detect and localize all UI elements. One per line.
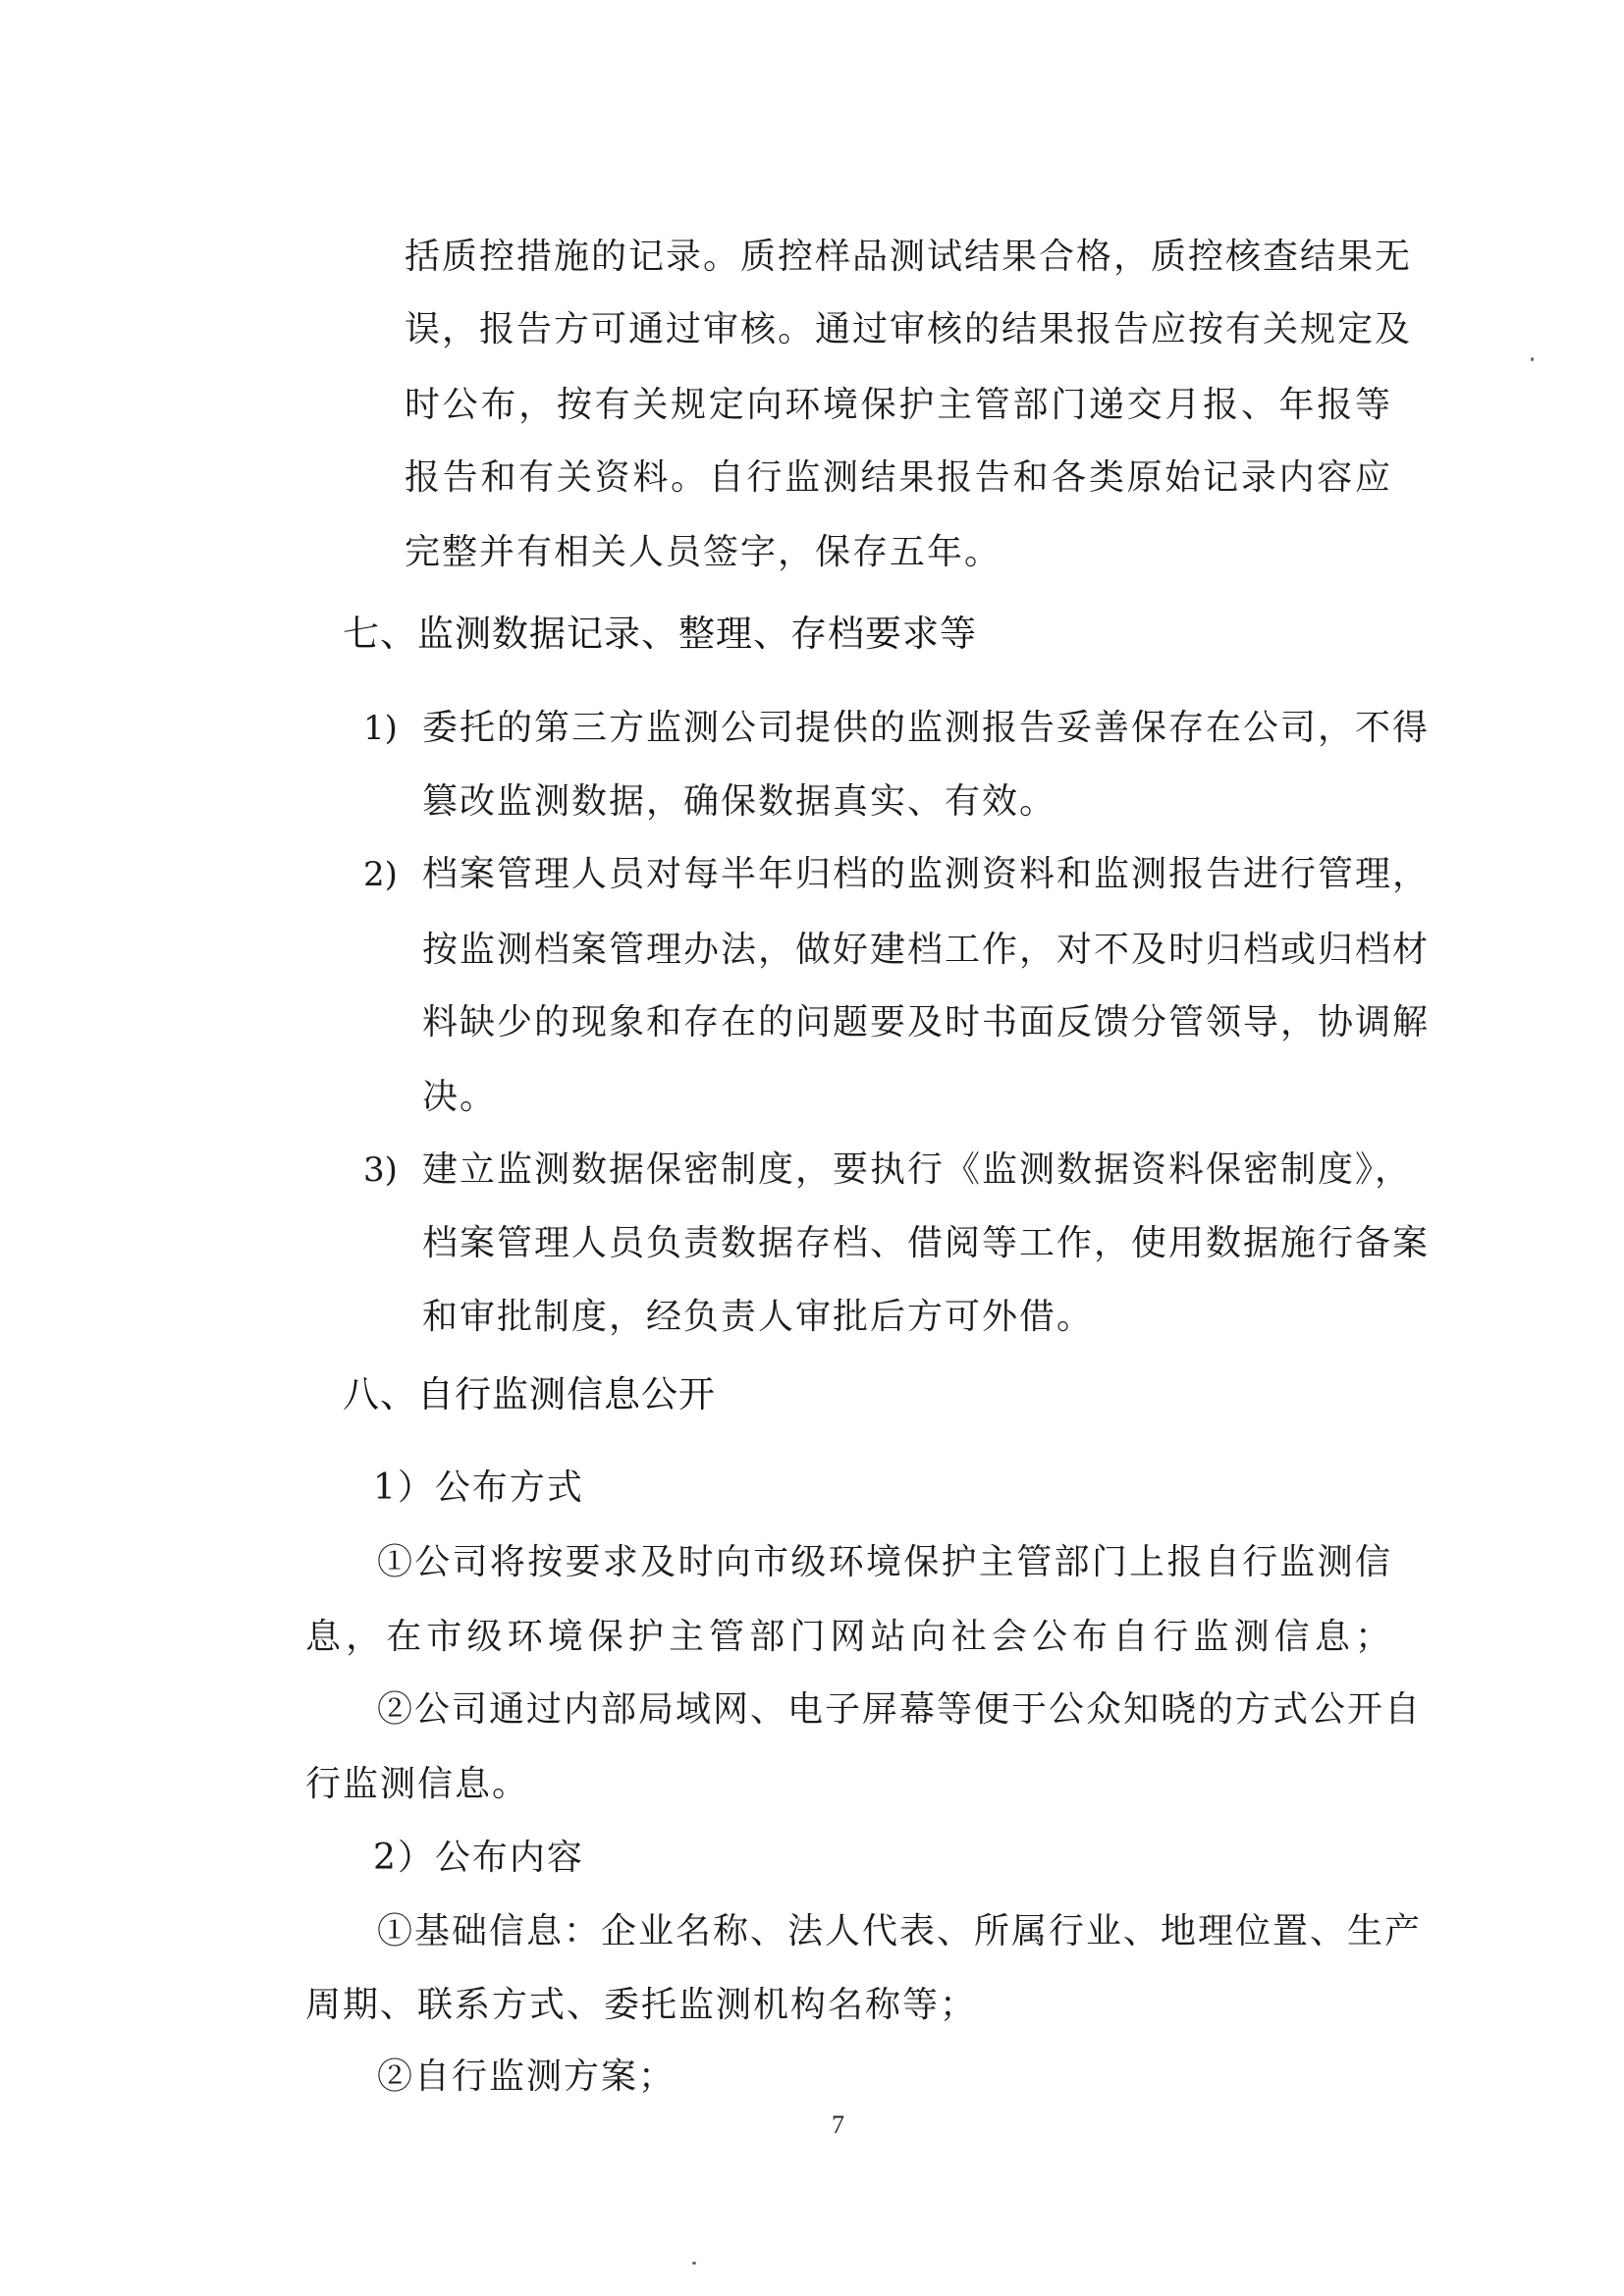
sub2-p2-line-1: ②自行监测方案；	[377, 2056, 677, 2097]
subsection-1-title: 1）公布方式	[373, 1468, 584, 1508]
intro-line-1: 括质控措施的记录。质控样品测试结果合格，质控核查结果无	[405, 237, 1413, 277]
scan-speck	[692, 2262, 696, 2265]
item-3-line-3: 和审批制度，经负责人审批后方可外借。	[422, 1297, 1095, 1337]
intro-line-4: 报告和有关资料。自行监测结果报告和各类原始记录内容应	[405, 457, 1392, 498]
sub1-p1-line-2: 息，在市级环境保护主管部门网站向社会公布自行监测信息；	[305, 1617, 1392, 1657]
item-2-line-4: 决。	[422, 1077, 498, 1117]
sub2-p1-line-2: 周期、联系方式、委托监测机构名称等；	[305, 1985, 978, 2025]
intro-line-3: 时公布，按有关规定向环境保护主管部门递交月报、年报等	[405, 385, 1392, 425]
intro-line-2: 误，报告方可通过审核。通过审核的结果报告应按有关规定及	[405, 309, 1413, 349]
item-3-line-2: 档案管理人员负责数据存档、借阅等工作，使用数据施行备案	[422, 1223, 1431, 1263]
sub1-p2-line-2: 行监测信息。	[305, 1764, 530, 1804]
item-1-number: 1)	[363, 709, 398, 748]
item-3-line-1: 建立监测数据保密制度，要执行《监测数据资料保密制度》，	[422, 1149, 1413, 1190]
sub1-p2-line-1: ②公司通过内部局域网、电子屏幕等便于公众知晓的方式公开自	[377, 1689, 1423, 1730]
item-1-line-2: 篡改监测数据，确保数据真实、有效。	[422, 781, 1057, 822]
item-2-line-3: 料缺少的现象和存在的问题要及时书面反馈分管领导，协调解	[422, 1002, 1431, 1042]
item-3-number: 3)	[363, 1150, 398, 1190]
intro-line-5: 完整并有相关人员签字，保存五年。	[405, 532, 1002, 572]
section-8-heading: 八、自行监测信息公开	[343, 1373, 716, 1415]
item-2-line-1: 档案管理人员对每半年归档的监测资料和监测报告进行管理，	[422, 854, 1431, 894]
page-number: 7	[832, 2110, 844, 2139]
item-1-line-1: 委托的第三方监测公司提供的监测报告妥善保存在公司，不得	[422, 708, 1431, 748]
item-2-line-2: 按监测档案管理办法，做好建档工作，对不及时归档或归档材	[422, 930, 1431, 970]
item-2-number: 2)	[363, 855, 398, 894]
scan-speck	[1531, 357, 1534, 361]
section-7-heading: 七、监测数据记录、整理、存档要求等	[343, 613, 977, 655]
sub1-p1-line-1: ①公司将按要求及时向市级环境保护主管部门上报自行监测信	[377, 1542, 1392, 1582]
subsection-2-title: 2）公布内容	[373, 1838, 584, 1878]
sub2-p1-line-1: ①基础信息：企业名称、法人代表、所属行业、地理位置、生产	[377, 1911, 1423, 1951]
